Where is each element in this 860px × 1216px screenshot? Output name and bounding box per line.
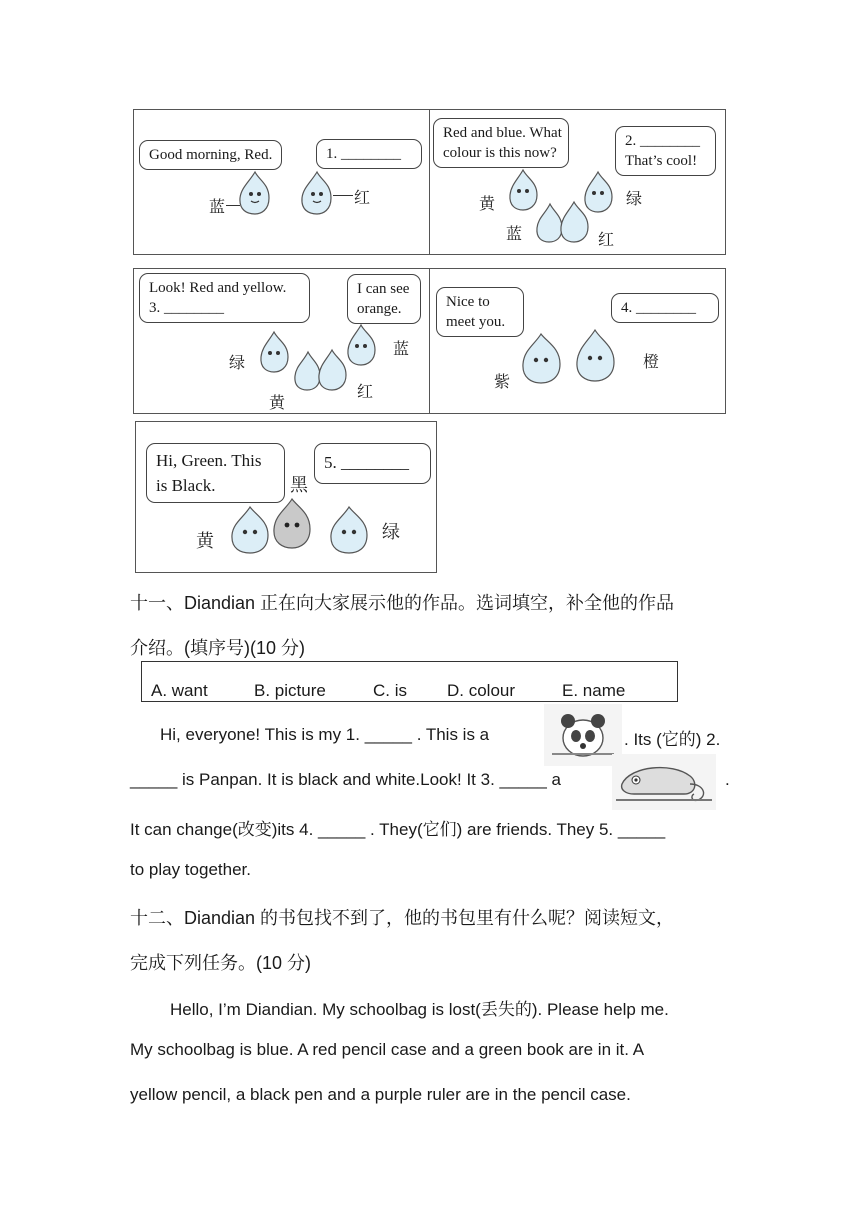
color-label: 橙 (643, 352, 660, 371)
color-label: 蓝 (393, 339, 410, 358)
option-e: E. name (562, 681, 626, 700)
color-label: 红 (598, 230, 615, 249)
passage-line: Hi, everyone! This is my 1. _____ . This is a (160, 725, 490, 744)
blob-character-icon (297, 170, 337, 216)
blob-character-icon (226, 505, 274, 555)
reading-passage-line: yellow pencil, a black pen and a purple ruler are in the pencil case. (130, 1085, 631, 1104)
section-12-heading: 十二、Diandian 的书包找不到了，他的书包里有什么呢？阅读短文， (130, 908, 675, 928)
color-label: 紫 (494, 372, 511, 391)
blob-character-icon (290, 348, 350, 392)
passage-line: It can change(改变)its 4. _____ . They(它们) are friends. They 5. _____ (130, 820, 666, 839)
passage-line: _____ is Panpan. It is black and white.Look! It 3. _____ a (130, 770, 561, 789)
speech-bubble: Red and blue. What colour is this now? (433, 118, 569, 168)
speech-bubble: Good morning, Red. (139, 140, 282, 170)
blob-character-icon (325, 505, 373, 555)
reading-passage-line: Hello, I’m Diandian. My schoolbag is lost(丢失的). Please help me. (170, 1000, 669, 1019)
section-12-heading-cont: 完成下列任务。(10 分) (130, 953, 312, 973)
blob-character-icon (518, 330, 564, 386)
passage-line: to play together. (130, 860, 251, 879)
speech-bubble: I can see orange. (347, 274, 421, 324)
comic-panel-1 (133, 109, 430, 255)
color-label: 红 (357, 382, 374, 401)
color-label: 蓝 (209, 197, 226, 216)
blob-character-icon (532, 200, 592, 244)
color-label: 绿 (382, 522, 400, 543)
color-label: 黄 (269, 393, 286, 412)
option-a: A. want (151, 681, 208, 700)
option-c: C. is (373, 681, 407, 700)
blob-character-icon (235, 170, 275, 216)
section-11-heading-cont: 介绍。(填序号)(10 分) (130, 638, 305, 658)
color-label: 黑 (290, 475, 308, 496)
speech-bubble: Hi, Green. This is Black. (146, 443, 285, 503)
blob-character-icon (268, 497, 316, 551)
speech-bubble: 5. ________ (314, 443, 431, 484)
speech-bubble: 4. ________ (611, 293, 719, 323)
option-b: B. picture (254, 681, 326, 700)
panda-icon (544, 704, 622, 766)
color-label: 绿 (626, 189, 643, 208)
blob-character-icon (256, 330, 292, 374)
reading-passage-line: My schoolbag is blue. A red pencil case and a green book are in it. A (130, 1040, 645, 1059)
blob-character-icon (572, 328, 618, 384)
word-options-box (141, 661, 678, 702)
color-label: 黄 (196, 531, 214, 552)
chameleon-icon (612, 754, 716, 810)
color-label: 黄 (479, 194, 496, 213)
speech-bubble: 2. ________ That’s cool! (615, 126, 716, 176)
color-label: 蓝 (506, 224, 523, 243)
passage-line: . Its (它的) 2. (624, 730, 721, 749)
color-label: 绿 (229, 353, 246, 372)
color-label: 红 (354, 188, 371, 207)
speech-bubble: Nice to meet you. (436, 287, 524, 337)
option-d: D. colour (447, 681, 516, 700)
section-11-heading: 十一、Diandian 正在向大家展示他的作品。选词填空，补全他的作品 (130, 593, 675, 613)
speech-bubble: 1. ________ (316, 139, 422, 169)
speech-bubble: Look! Red and yellow. 3. ________ (139, 273, 310, 323)
passage-line: . (725, 770, 730, 789)
